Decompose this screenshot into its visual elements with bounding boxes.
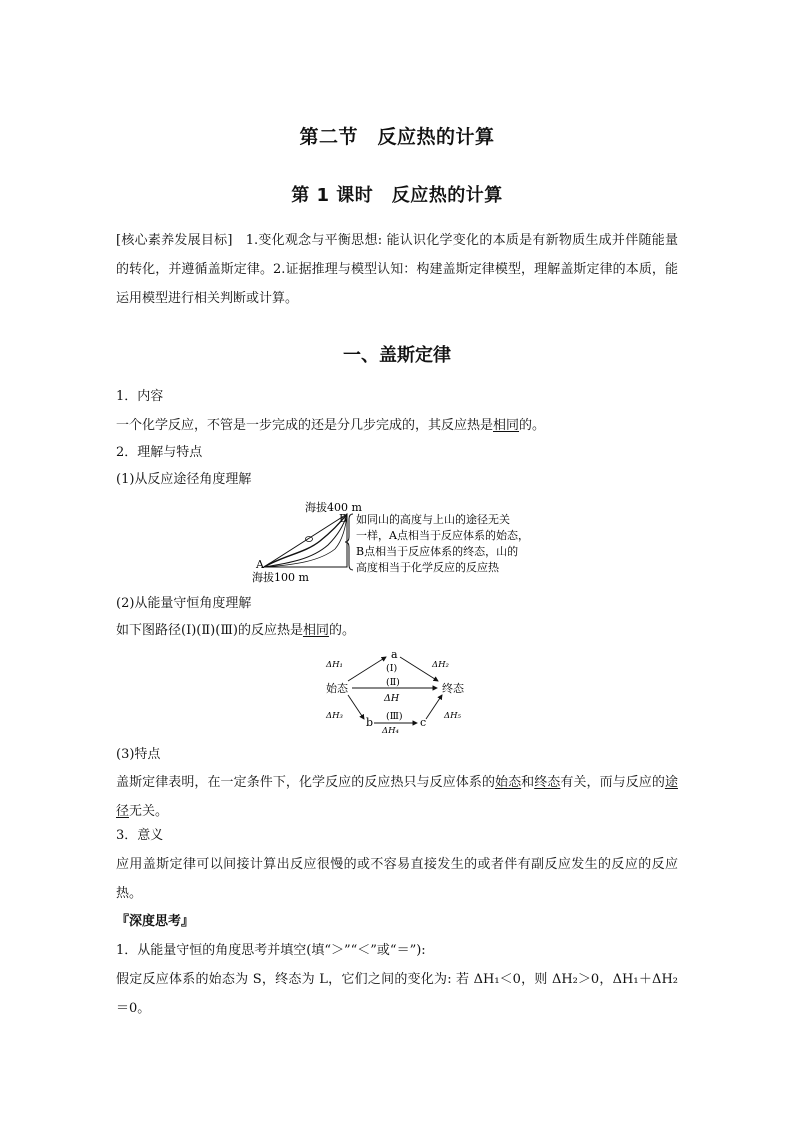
heading-content: 1．内容 (116, 389, 164, 404)
sub-heading-path: (1)从反应途径角度理解 (116, 472, 252, 487)
lesson-title: 第 1 课时 反应热的计算 (291, 185, 503, 206)
mountain-diagram (250, 497, 560, 587)
path-text-a: 如下图路径(Ⅰ)(Ⅱ)(Ⅲ)的反应热是 (116, 623, 303, 638)
features-text-g: 无关。 (129, 804, 169, 819)
mountain-note-line-3: B点相当于反应体系的终态，山的 (356, 545, 519, 558)
features-blank-path: 途径 (116, 775, 678, 819)
content-text-blank: 相同 (493, 418, 520, 433)
mountain-point-a: A (256, 558, 264, 571)
mountain-point-b: B (339, 512, 348, 525)
heading-understanding: 2．理解与特点 (116, 445, 203, 460)
dh2-label: ΔH₂ (432, 660, 449, 670)
features-text (116, 768, 678, 826)
route-2-label: (Ⅱ) (386, 677, 400, 688)
route-1-label: (Ⅰ) (386, 663, 398, 674)
core-goals-tag: [核心素养发展目标] (116, 233, 233, 248)
start-state: 始态 (326, 682, 348, 695)
content-text-c: 的。 (519, 418, 546, 433)
mountain-bottom-label: 海拔100 m (252, 571, 309, 584)
end-state: 终态 (442, 682, 464, 695)
features-blank-start: 始态 (495, 775, 522, 790)
path-text-blank: 相同 (302, 623, 329, 638)
node-c: c (420, 716, 427, 729)
section-title: 第二节 反应热的计算 (299, 126, 495, 148)
dh1-label: ΔH₁ (326, 660, 343, 670)
sub-heading-features: (3)特点 (116, 747, 161, 762)
mountain-note-line-4: 高度相当于化学反应的反应热 (356, 561, 499, 574)
dh3-label: ΔH₃ (326, 711, 343, 721)
mountain-top-label: 海拔400 m (305, 501, 362, 514)
path-text-c: 的。 (328, 623, 355, 638)
person-icon (306, 537, 313, 542)
significance-text: 应用盖斯定律可以间接计算出反应很慢的或不容易直接发生的或者伴有副反应发生的反应的反应热。 (116, 857, 678, 901)
deep-think-tag: 『深度思考』 (116, 914, 195, 929)
arrow-start-to-a (348, 657, 386, 681)
arrow-start-to-b (348, 695, 364, 719)
dh-label: ΔH (384, 693, 400, 704)
mountain-note-line-2: 一样，A点相当于反应体系的始态， (356, 529, 529, 542)
dh4-label: ΔH₄ (382, 726, 399, 736)
path-text (116, 621, 678, 641)
deep-think-text: 假定反应体系的始态为 S，终态为 L，它们之间的变化为: 若 ΔH₁＜0，则 ΔH₂＞0，ΔH₁＋ΔH₂＝0。 (116, 972, 678, 1016)
content-text-a: 一个化学反应，不管是一步完成的还是分几步完成的，其反应热是 (116, 418, 494, 433)
features-text-a: 盖斯定律表明，在一定条件下，化学反应的反应热只与反应体系的 (116, 775, 496, 790)
dh5-label: ΔH₅ (444, 711, 461, 721)
content-text (116, 416, 678, 436)
arrow-c-to-end (426, 695, 442, 719)
node-b: b (366, 716, 374, 729)
path-diagram (320, 645, 480, 737)
heading-significance: 3．意义 (116, 828, 164, 843)
core-goals (116, 226, 678, 313)
route-3-label: (Ⅲ) (386, 711, 403, 722)
features-blank-end: 终态 (534, 775, 561, 790)
features-text-e: 有关，而与反应的 (560, 775, 665, 790)
features-text-c: 和 (521, 775, 535, 790)
mountain-note-line-1: 如同山的高度与上山的途径无关 (356, 513, 510, 526)
sub-heading-energy: (2)从能量守恒角度理解 (116, 596, 252, 611)
part-one-title: 一、盖斯定律 (343, 345, 451, 366)
node-a: a (391, 648, 398, 661)
core-goals-text: 1.变化观念与平衡思想: 能认识化学变化的本质是有新物质生成并伴随能量的转化，并遵循盖斯定律。2.证据推理与模型认知：构建盖斯定律模型，理解盖斯定律的本质，能运用模型进行相关判断或计算。 (116, 233, 678, 306)
deep-think-question: 1．从能量守恒的角度思考并填空(填“＞”“＜”或“＝”): (116, 943, 426, 958)
